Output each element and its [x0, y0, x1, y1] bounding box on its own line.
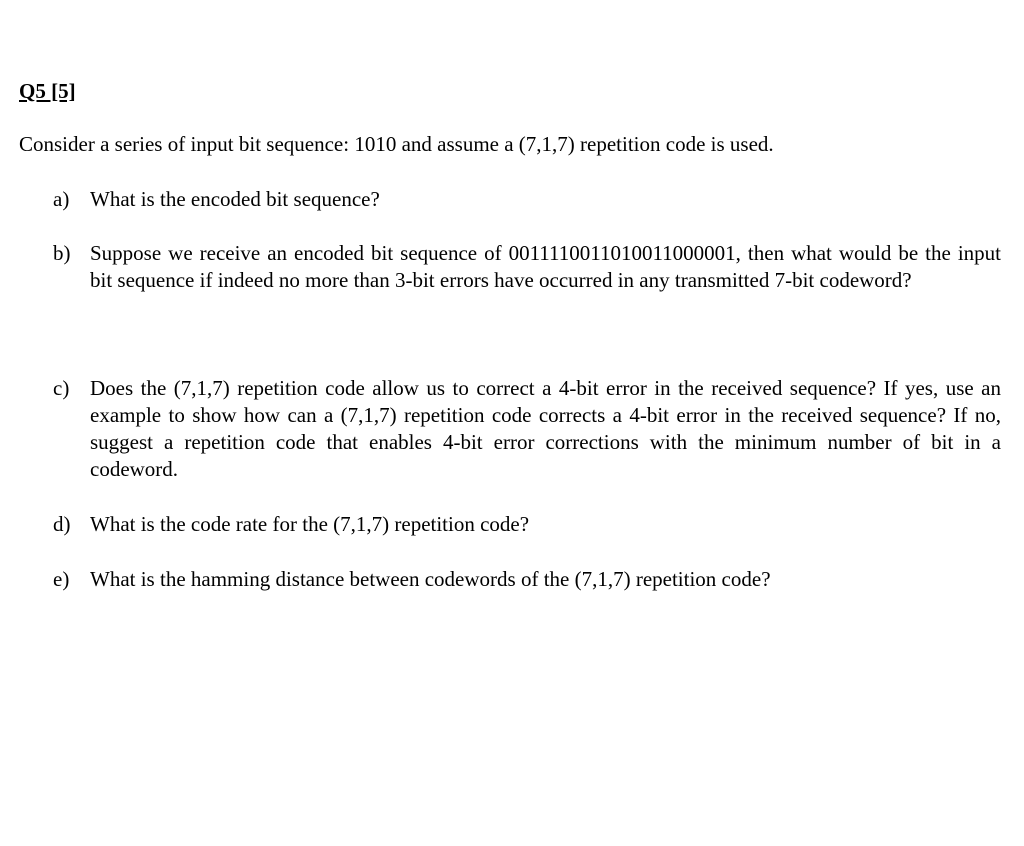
- sub-question-text: What is the encoded bit sequence?: [90, 187, 380, 211]
- sub-question-d: [53, 511, 1001, 538]
- sub-question-e: [53, 566, 1001, 593]
- sub-question-b: [53, 240, 1001, 294]
- sub-question-marker: e): [53, 567, 70, 591]
- sub-question-marker: a): [53, 187, 70, 211]
- sub-question-text: Does the (7,1,7) repetition code allow us to correct a 4-bit error in the received sequence? If yes, use an example to show how can a (7,1,7) repetition code corrects a 4-bit error in the received sequence? If no, suggest a repetition code that enables 4-bit error corrections with the minimum number of bit in a codeword.: [90, 376, 1001, 481]
- question-heading: Q5 [5]: [19, 79, 76, 103]
- sub-question-marker: d): [53, 512, 71, 536]
- sub-question-text: What is the code rate for the (7,1,7) repetition code?: [90, 512, 530, 536]
- sub-question-text: Suppose we receive an encoded bit sequence of 0011110011010011000001, then what would be the input bit sequence if indeed no more than 3-bit errors have occurred in any transmitted 7-bit codeword?: [90, 241, 1001, 292]
- sub-question-text: What is the hamming distance between codewords of the (7,1,7) repetition code?: [90, 567, 771, 591]
- sub-question-a: [53, 186, 1001, 213]
- sub-question-c: [53, 375, 1001, 483]
- sub-question-marker: b): [53, 241, 71, 265]
- question-intro: Consider a series of input bit sequence: 1010 and assume a (7,1,7) repetition code is used.: [19, 132, 774, 156]
- sub-question-marker: c): [53, 376, 70, 400]
